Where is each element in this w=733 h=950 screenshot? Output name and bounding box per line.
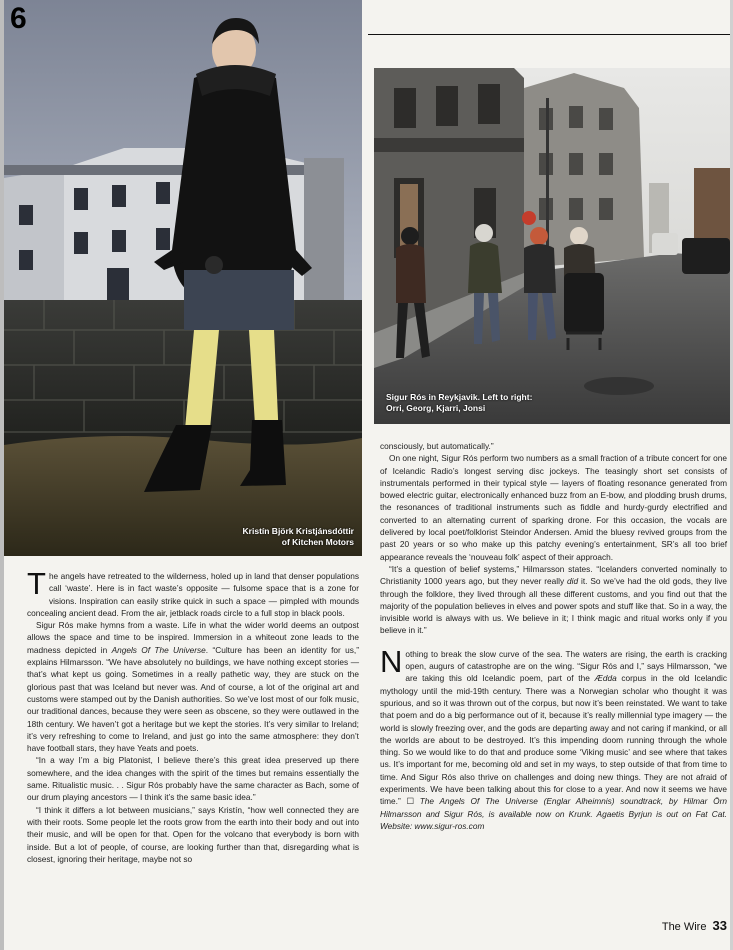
film-title: Angels Of The Universe: [111, 644, 206, 655]
drop-cap: T: [27, 566, 46, 601]
page-footer: [662, 918, 727, 933]
end-mark-icon: ☐: [406, 796, 414, 807]
article-paragraph: [27, 619, 359, 754]
article-paragraph: [380, 563, 727, 637]
paragraph-text: he angels have retreated to the wilderness, holed up in land that denser populations call ‘waste’. Here is in fact waste’s opposite — fulsome space that is a zone for visions. Inspiration can easily strike quick in such a space — pimpled with mounds concealing ancient dead. From the air, jetblack roads circle to a full stop in black pools.: [27, 571, 359, 618]
article-paragraph: On one night, Sigur Rós perform two numbers as a small fraction of a tribute concert for one of Icelandic Radio’s longest serving disc jockeys. The teasingly short set consists of instrumentals performed in their typical style — layers of floating resonance generated from bowed electric guitar, electronically enhanced buzz from an E-bow, and plodding brush drums, the resonances of traditional instruments such as fiddle and hurdy-gurdy electrified and converted to an alternating current of sparking drone. For this occasion, the vocals are delivered by local poet/folklorist Steindor Andersen. Amid the bluesy revived groups from the past 20 years or so who make up this patchy evening’s entertainment, SR’s all too brief appearance reveals the ‘nouveau folk’ aspect of their approach.: [380, 453, 727, 562]
caption-left-line-2: of Kitchen Motors: [281, 537, 354, 547]
magazine-name: The Wire: [661, 921, 707, 933]
paragraph-text: Sigur Rós make hymns from a waste. Life in what the wider world deems an outpost allows the space and time to be inspired. Immersion in a whiteout zone leads to the madness depicted in: [27, 620, 359, 655]
page-number: 33: [712, 918, 727, 933]
article-paragraph: [380, 643, 727, 832]
photo-caption-left: [243, 526, 354, 548]
paragraph-text: othing to break the slow curve of the sea. The waters are rising, the earth is cracking open, augurs of catastrophe are on the wing. “Sigur Rós and I,” says Hilmarsson, “we are taking this old Icelandic poem, part of the: [405, 648, 727, 684]
photo-kristin: [4, 0, 362, 556]
article-paragraph: [27, 566, 359, 619]
caption-right-line-1: Sigur Rós in Reykjavik. Left to right:: [386, 392, 533, 402]
page-mark: 6: [10, 2, 27, 35]
article-column-left: [27, 566, 359, 865]
paragraph-text: corpus in the old Icelandic mythology until the mid-19th century. There was a Norwegian scholar who thought it was spurious, and so it was thrown out of the corpus, but now it’s been reinstated. We want to take that poem and do a big performance out of it, because it’s really millennial type imagery — the world is slowly freezing over, and the gods are departing away and not caring if mankind, or all the worlds are about to be destroyed. It’s this impending doom running through the whole thing. So we would like to do that and produce some ‘Viking music’ and see where that takes us. It’s important for me, becoming old and set in my ways, to step outside of that from time to time. And Sigur Rós also thrive on challenges and doing new things. They are not afraid of experiments. We have been talking about this for close to a year. And now it seems we have time.”: [380, 673, 727, 807]
photo-kristin-image: [4, 0, 362, 556]
photo-sigur-ros-image: [374, 68, 730, 424]
paragraph-text: “It’s a question of belief systems,” Hilmarsson states. “Icelanders converted nominally to Christianity 1000 years ago, but they never really: [380, 563, 727, 587]
article-paragraph: “I think it differs a lot between musicians,” says Kristín, “how well connected they are with their roots. Some people let the roots grow from the earth into their body and out into their music, and will be open for that. Open for the volcano that everybody is born with inside. But a lot of people, of course, are looking further than that, disregarding what is closest, ignoring their heritage, maybe not so: [27, 804, 359, 864]
emphasis: did: [567, 576, 579, 587]
photo-sigur-ros: [374, 68, 730, 424]
paragraph-text: it. So we’ve had the old gods, they live through the folklore, they lived through all these different customs, and you find out that the majority of the population believes in elves and power spots and stuff like that. So in a way, the invisible world is always with us. We believe in it; I think magic and ritual works only if you believe in it.”: [380, 576, 728, 636]
caption-right-line-2: Orri, Georg, Kjarri, Jonsi: [386, 403, 486, 413]
article-column-right: [380, 440, 727, 832]
article-paragraph: consciously, but automatically.”: [380, 441, 494, 451]
paragraph-text: . “Culture has been an identity for us,” explains Hilmarsson. “We have absolutely no buildings, we have nothing except stories — that’s what kept us going. Sometimes in a really pathetic way, they are stuck on the glorious past that was Iceland but never was. And of course, a lot of the original art and customs were stamped out by the Danish authorities. So we’ve lost most of our folk music, our traditional dances, because they were seen as obscene, so they were outlawed in the 18th century. We haven’t got a heritage but we kept the stories. It’s very similar to Ireland; it’s very refreshing to come to Ireland, and just go into the same atmosphere: they don’t have football stars, they have Yeats and poets.: [27, 644, 359, 754]
header-rule: [368, 34, 730, 35]
section-gap: [380, 637, 727, 648]
drop-cap: N: [380, 643, 403, 679]
article-paragraph: “In a way I’m a big Platonist, I believe there’s this great idea preserved up there somewhere, and the idea changes with the spirit of the times but remains essentially the same. Ritualistic music. . . Sigur Rós probably have the same character as Bach, some of our drum playing ancestors — I think it’s the same basic idea.”: [27, 755, 359, 803]
caption-left-line-1: Kristín Björk Kristjánsdóttir: [242, 526, 354, 536]
poem-title: Ædda: [594, 673, 617, 684]
release-info: The Angels Of The Universe (Englar Alheimnis) soundtrack, by Hilmar Örn Hilmarsson and Sigur Rós, is available now on Krunk. Agaetis Byrjun is out on Fat Cat. Website: www.sigur-ros.com: [380, 796, 727, 831]
photo-caption-right: [386, 392, 532, 414]
